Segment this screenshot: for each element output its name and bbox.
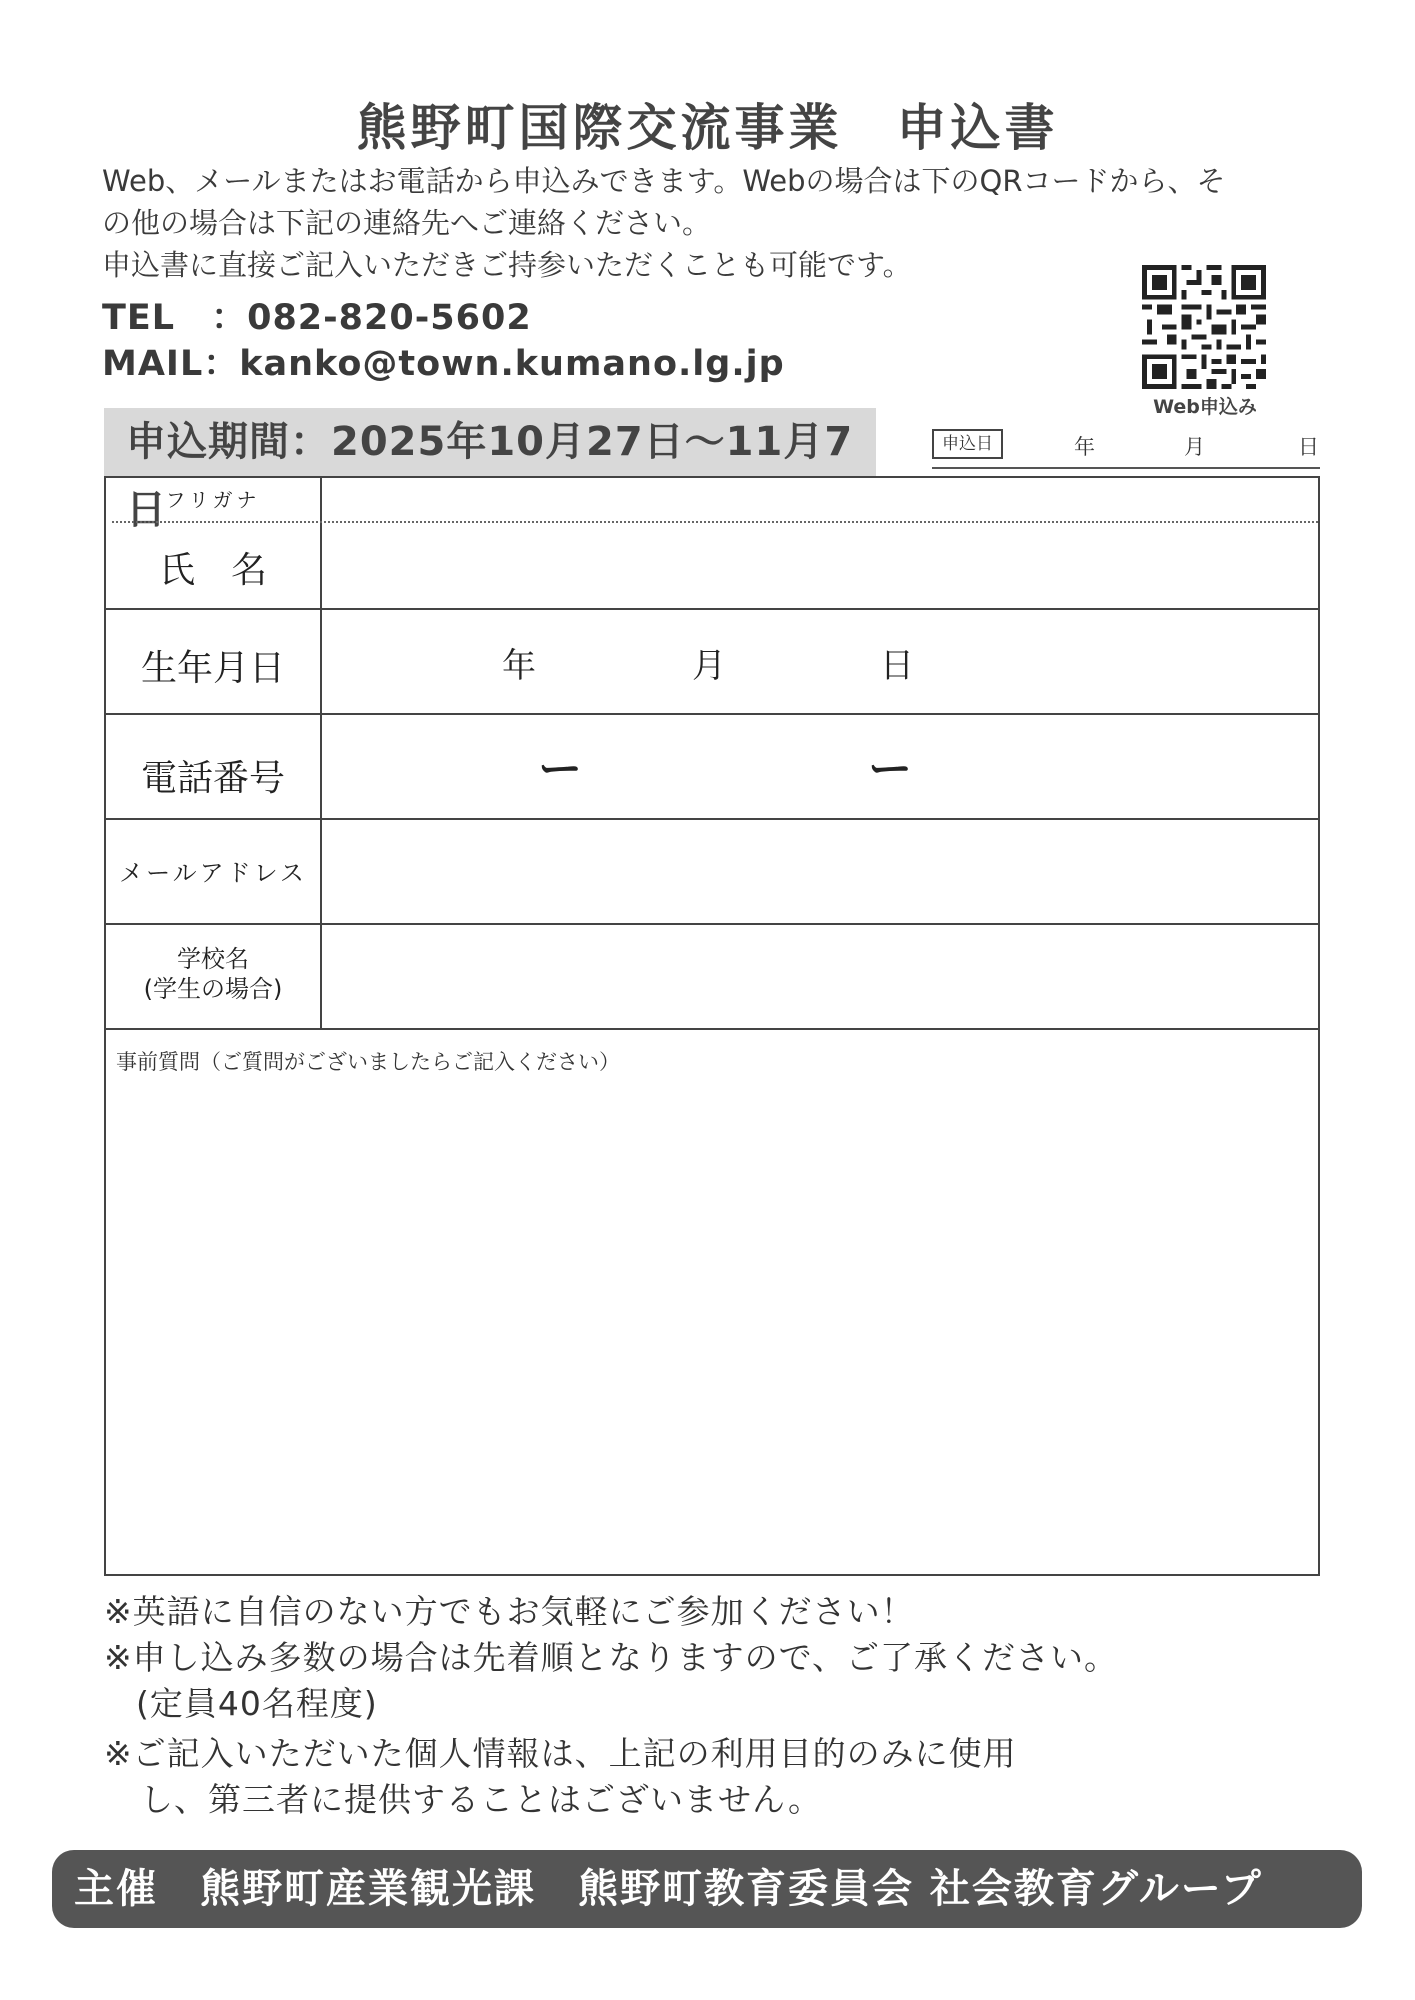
- birth-month-unit: 月: [692, 646, 726, 686]
- phone-dash-2: ー: [868, 744, 912, 795]
- furigana-input[interactable]: [322, 478, 1318, 521]
- application-date-month-unit: 月: [1184, 435, 1205, 459]
- birthdate-label: 生年月日: [140, 648, 285, 689]
- application-date-year-unit: 年: [1074, 435, 1095, 459]
- remark-1: ※英語に自信のない方でもお気軽にご参加ください！: [104, 1592, 915, 1631]
- application-date-field[interactable]: [932, 425, 1320, 469]
- page-title: 熊野町国際交流事業 申込書: [356, 99, 1059, 157]
- phone-dash-1: ー: [538, 744, 582, 795]
- birth-year-unit: 年: [502, 646, 536, 686]
- intro-line-3: 申込書に直接ご記入いただきご持参いただくことも可能です。: [102, 248, 912, 282]
- school-label-line1: 学校名: [177, 945, 249, 973]
- application-date-label: 申込日: [932, 429, 1003, 459]
- question-textarea[interactable]: [106, 1030, 1318, 1574]
- birthdate-input[interactable]: [322, 610, 1318, 713]
- application-period: 申込期間：2025年10月27日～11月7日: [104, 408, 876, 476]
- phone-label: 電話番号: [140, 758, 285, 799]
- qr-code-icon[interactable]: [1142, 265, 1266, 389]
- question-label: 事前質問（ご質問がございましたらご記入ください）: [116, 1050, 620, 1074]
- email-label: メールアドレス: [119, 859, 307, 887]
- remark-2: ※申し込み多数の場合は先着順となりますので、ご了承ください。: [104, 1638, 1118, 1677]
- qr-caption: Web申込み: [1153, 396, 1257, 418]
- remark-4: ※ご記入いただいた個人情報は、上記の利用目的のみに使用: [104, 1734, 1017, 1773]
- email-input[interactable]: [322, 820, 1318, 923]
- name-label: 氏 名: [158, 550, 267, 591]
- remark-3: (定員40名程度): [136, 1684, 378, 1723]
- furigana-label: フリガナ: [165, 488, 261, 512]
- school-label-line2: (学生の場合): [143, 975, 283, 1003]
- tel-contact: TEL ：082-820-5602: [102, 298, 532, 338]
- remark-5: し、第三者に提供することはございません。: [140, 1780, 822, 1819]
- application-form: [104, 476, 1320, 1576]
- intro-line-2: の他の場合は下記の連絡先へご連絡ください。: [102, 206, 712, 240]
- mail-contact[interactable]: MAIL：kanko@town.kumano.lg.jp: [102, 344, 785, 384]
- intro-line-1: Web、メールまたはお電話から申込みできます。Webの場合は下のQRコードから、そ: [102, 164, 1226, 198]
- name-input[interactable]: [322, 523, 1318, 608]
- phone-input[interactable]: [322, 715, 1318, 818]
- school-input[interactable]: [322, 925, 1318, 1028]
- school-label: [106, 944, 320, 1004]
- application-date-day-unit: 日: [1298, 435, 1319, 459]
- organizer-banner: 主催 熊野町産業観光課 熊野町教育委員会 社会教育グループ: [52, 1850, 1362, 1928]
- birth-day-unit: 日: [880, 646, 914, 686]
